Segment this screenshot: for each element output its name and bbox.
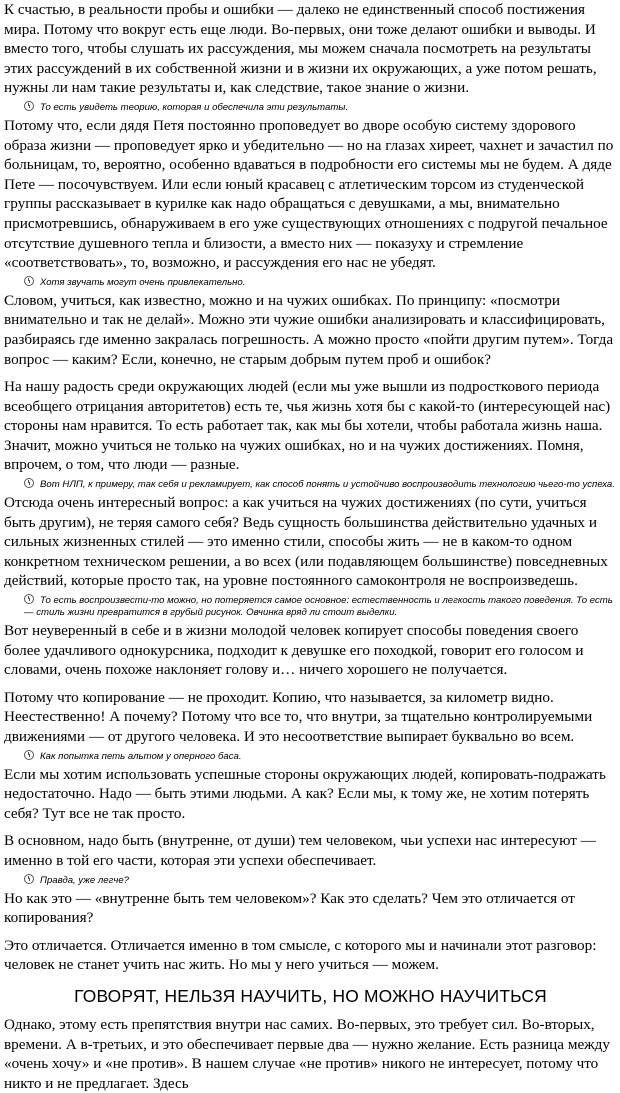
footnote-2 [24,276,617,289]
footnote-marker-icon [24,874,34,884]
footnote-6-text: Правда, уже легче? [40,874,130,886]
paragraph-11: Это отличается. Отличается именно в том смысле, с которого мы и начинали этот разговор: человек не станет учить нас жить. Но мы у него учиться — можем. [4,936,597,974]
footnote-2-text: Хотя звучать могут очень привлекательно. [40,276,246,288]
paragraph-12: Однако, этому есть препятствия внутри нас самих. Во-первых, это требует сил. Во-вторых, времени. А в-третьих, и это обеспечивает первые два — нужно желание. Есть разница между «очень хочу» и «не против». В нашем случае «не против» никого не интересует, потому что никто и не предлагает. Здесь [4,1015,611,1092]
paragraph-8: Если мы хотим использовать успешные стороны окружающих людей, копировать-подражать недостаточно. Надо — быть этими людьми. А как? Если мы, к тому же, не хотим потерять себя? Тут все не так просто. [4,765,606,822]
footnote-1 [24,101,617,114]
document-page [4,0,617,1093]
footnote-5-text: Как попытка петь альтом у оперного баса. [40,750,242,762]
paragraph-3: Словом, учиться, как известно, можно и на чужих ошибках. По принципу: «посмотри внимательно и так не делай». Можно эти чужие ошибки анализировать и классифицировать, разбираясь где именно закралась погрешность. А можно просто «пойти другим путем». Тогда вопрос — каким? Если, конечно, не старым добрым путем проб и ошибок? [4,291,614,368]
footnote-4 [24,594,617,619]
footnote-marker-icon [24,276,34,286]
footnote-3 [24,478,617,491]
paragraph-2: Потому что, если дядя Петя постоянно проповедует во дворе особую систему здорового образа жизни — проповедует ярко и убедительно — но на глазах хиреет, чахнет и зачастил по больницам, то, вероятно, особенно вдаваться в подробности его системы мы не будем. А дяде Пете — посочувствуем. Или если юный красавец с атлетическим торсом из студенческой группы рассказывает в курилке как надо обращаться с девушками, а мы, внимательно присмотревшись, обнаруживаем в его уже существующих отношениях с подругой печальное отсутствие душевного тепла и близости, а вместо них — показуху и стремление «соответствовать», то, возможно, и рассуждения его нас не убедят. [4,116,614,272]
paragraph-7: Потому что копирование — не проходит. Копию, что называется, за километр видно. Неестественно! А почему? Потому что все то, что внутри, за тщательно контролируемыми движениями — от другого человека. И это несоответствие выпирает буквально во всем. [4,688,593,745]
footnote-marker-icon [24,101,34,111]
paragraph-10: Но как это — «внутренне быть тем человеком»? Как это сделать? Чем это отличается от копирования? [4,889,575,927]
footnote-marker-icon [24,750,34,760]
paragraph-6: Вот неуверенный в себе и в жизни молодой человек копирует способы поведения своего более удачливого однокурсника, подходит к девушке его походкой, говорит его голосом и словами, очень похоже наклоняет голову и… ничего хорошего не получается. [4,622,584,679]
footnote-marker-icon [24,594,34,604]
footnote-marker-icon [24,478,34,488]
paragraph-5: Отсюда очень интересный вопрос: а как учиться на чужих достижениях (по сути, учиться быть другим), не теряя самого себя? Ведь сущность большинства действительно удачных и сильных жизненных стилей — это именно стили, способы жить — не в каком-то одном конкретном техническом решении, а во всех (или подавляющем большинстве) повседневных действий, которые просто так, на уровне постоянного самоконтроля не воспроизведешь. [4,494,608,590]
section-heading: ГОВОРЯТ, НЕЛЬЗЯ НАУЧИТЬ, НО МОЖНО НАУЧИТЬСЯ [74,985,547,1006]
paragraph-1: К счастью, в реальности пробы и ошибки — далеко не единственный способ постижения мира. Потому что вокруг есть еще люди. Во-первых, они тоже делают ошибки и выводы. И вместо того, чтобы слушать их рассуждения, мы можем сначала посмотреть на результаты этих рассуждений в их собственной жизни и в жизни их окружающих, а уже потом решать, нужны ли нам такие результаты и, как следствие, такое знание о жизни. [4,1,597,97]
paragraph-4: На нашу радость среди окружающих людей (если мы уже вышли из подросткового периода всеобщего отрицания авторитетов) есть те, чья жизнь хотя бы с какой-то (интересующей нас) стороны нам нравится. То есть работает так, как мы бы хотели, чтобы работала жизнь наша. Значит, можно учиться не только на чужих ошибках, но и на чужих достижениях. Помня, впрочем, о том, что люди — разные. [4,378,611,474]
footnote-5 [24,750,617,763]
footnote-1-text: То есть увидеть теорию, которая и обеспечила эти результаты. [40,101,349,113]
footnote-4-text: То есть воспроизвести-то можно, но потеряется самое основное: естественность и легкость такого поведения. То есть — стиль жизни превратится в грубый рисунок. Овчинка вряд ли стоит выделки. [24,595,613,619]
footnote-3-text: Вот НЛП, к примеру, так себя и рекламирует, как способ понять и устойчиво воспроизводить технологию чьего-то успеха. [40,479,615,491]
paragraph-9: В основном, надо быть (внутренне, от души) тем человеком, чьи успехи нас интересуют — именно в той его части, которая эти успехи обеспечивает. [4,832,596,869]
footnote-6 [24,874,617,887]
